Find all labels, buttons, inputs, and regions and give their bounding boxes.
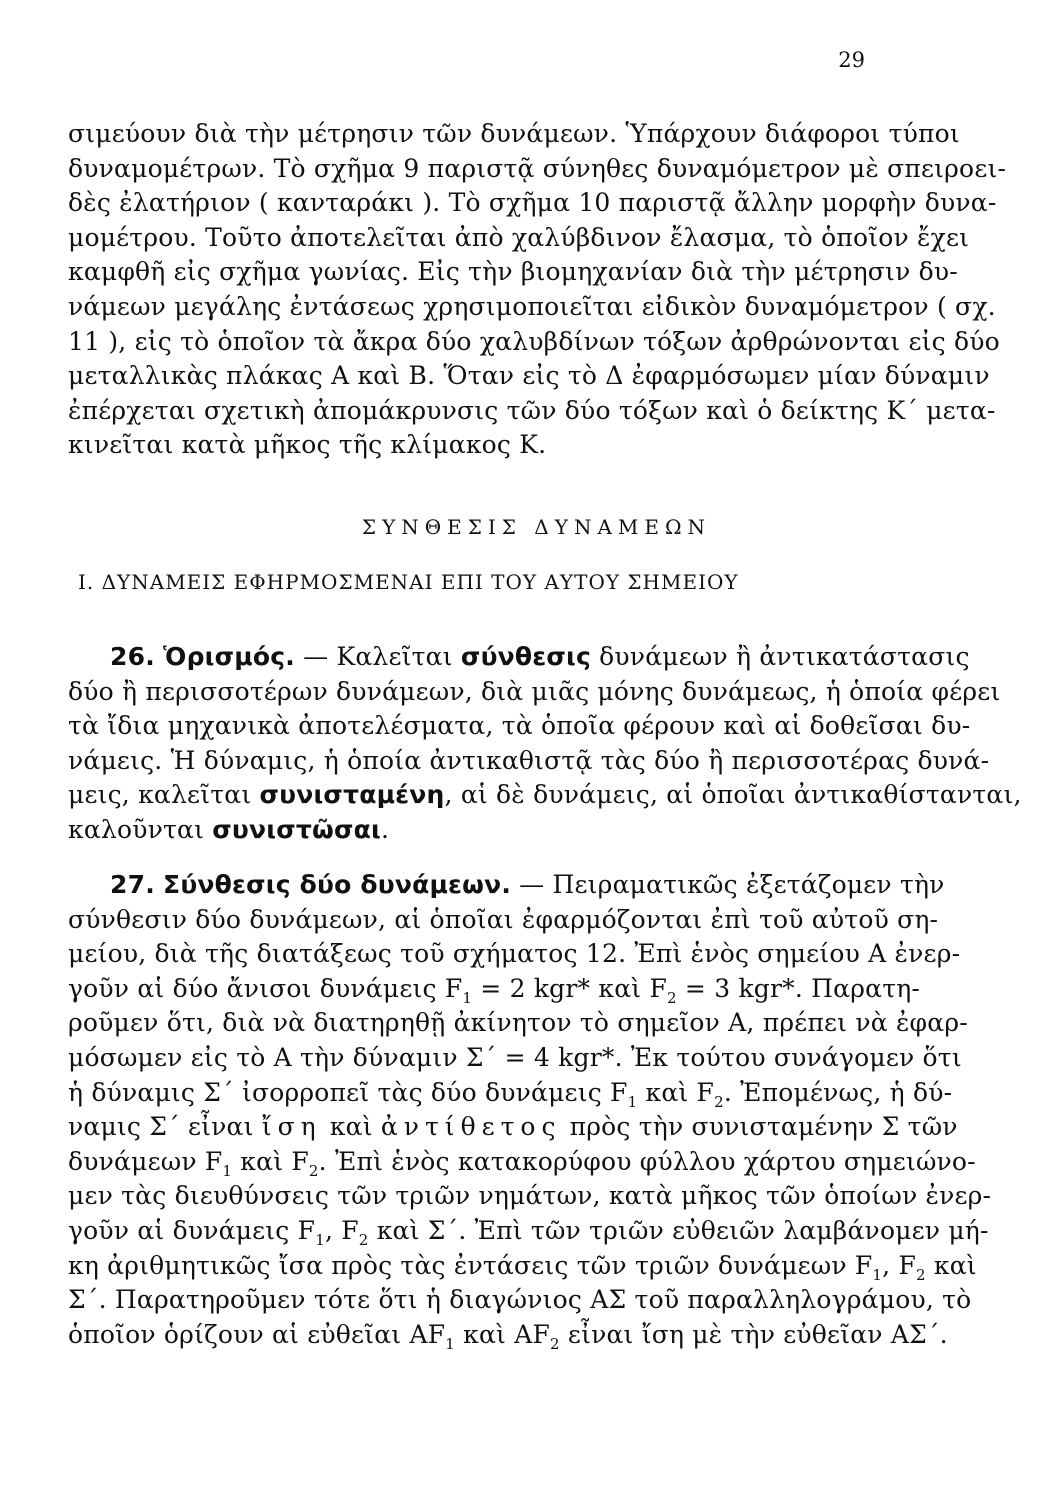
subscript: 2: [358, 1230, 369, 1249]
text-run: καὶ: [925, 1250, 977, 1280]
text-run: καὶ Σ΄. Ἐπὶ τῶν τριῶν εὐθειῶν λαμβάνομεν μή-: [368, 1215, 989, 1245]
text-run: ὁποῖον ὁρίζουν αἱ εὐθεῖαι AF: [68, 1319, 446, 1349]
subsection-title: Ι. ΔΥΝΑΜΕΙΣ ΕΦΗΡΜΟΣΜΕΝΑΙ ΕΠΙ ΤΟΥ ΑΥΤΟΥ ΣΗΜΕΙΟΥ: [78, 570, 739, 594]
text-line: δὲς ἐλατήριον ( κανταράκι ). Τὸ σχῆμα 10 παριστᾷ ἄλλην μορφὴν δυνα-: [68, 188, 997, 218]
term-components: συνιστῶσαι: [212, 814, 381, 844]
text-line: ροῦμεν ὅτι, διὰ νὰ διατηρηθῇ ἀκίνητον τὸ σημεῖον Α, πρέπει νὰ ἐφαρ-: [68, 1008, 968, 1038]
text-line: κινεῖται κατὰ μῆκος τῆς κλίμακος Κ.: [68, 430, 547, 460]
text-line: μόσωμεν εἰς τὸ Α τὴν δύναμιν Σ΄ = 4 kgr*. Ἐκ τούτου συνάγομεν ὅτι: [68, 1042, 962, 1072]
section-title: ΣΥΝΘΕΣΙΣ ΔΥΝΑΜΕΩΝ: [361, 515, 712, 539]
text-line: [68, 868, 945, 903]
text-run: καὶ F: [232, 1146, 309, 1176]
paragraph-27-composition: [68, 868, 992, 1353]
subscript: 1: [627, 1092, 638, 1111]
text-line: σύνθεσιν δύο δυνάμεων, αἱ ὁποῖαι ἐφαρμόζονται ἐπὶ τοῦ αὐτοῦ ση-: [68, 904, 939, 934]
text-run: — Καλεῖται: [294, 642, 461, 671]
text-run: γοῦν αἱ δύο ἄνισοι δυνάμεις F: [68, 973, 463, 1003]
text-line: σιμεύουν διὰ τὴν μέτρησιν τῶν δυνάμεων. Ὑπάρχουν διάφοροι τύποι: [68, 119, 960, 148]
spaced-word: ἴση: [261, 1112, 322, 1142]
text-line: ἐπέρχεται σχετικὴ ἀπομάκρυνσις τῶν δύο τόξων καὶ ὁ δείκτης Κ΄ μετα-: [68, 395, 996, 425]
text-line: [68, 972, 921, 1007]
subscript: 2: [550, 1334, 560, 1353]
paragraph-number: 26.: [110, 642, 155, 671]
text-line: [68, 1318, 948, 1353]
text-line: Σ΄. Παρατηροῦμεν τότε ὅτι ἡ διαγώνιος ΑΣ τοῦ παραλληλογράμου, τὸ: [68, 1285, 972, 1315]
text-run: ναμις Σ΄ εἶναι: [68, 1112, 262, 1142]
subscript: 2: [667, 988, 677, 1007]
text-line: [68, 1214, 989, 1249]
text-line: [68, 1110, 958, 1145]
spaced-word: ἀντίθετος: [380, 1112, 562, 1142]
text-run: , αἱ δὲ δυνάμεις, αἱ ὁποῖαι ἀντικαθίστανται,: [444, 780, 1022, 810]
text-run: πρὸς τὴν συνισταμένην Σ τῶν: [561, 1112, 958, 1142]
subscript: 1: [462, 988, 473, 1007]
text-run: καὶ F: [637, 1077, 715, 1107]
text-run: καὶ AF: [455, 1319, 551, 1349]
term-synthesis: σύνθεσις: [460, 642, 592, 671]
text-run: καλοῦνται: [68, 814, 213, 844]
subscript: 1: [315, 1230, 325, 1249]
text-run: δυνάμεων ἢ ἀντικατάστασις: [591, 642, 970, 671]
text-line: μείου, διὰ τῆς διατάξεως τοῦ σχήματος 12. Ἐπὶ ἑνὸς σημείου Α ἐνερ-: [68, 939, 961, 969]
subscript: 1: [222, 1161, 233, 1180]
text-line: [68, 1145, 976, 1180]
text-run: δυνάμεων F: [68, 1146, 223, 1176]
text-line: τὰ ἴδια μηχανικὰ ἀποτελέσματα, τὰ ὁποῖα φέρουν καὶ αἱ δοθεῖσαι δυ-: [68, 711, 971, 741]
page-number: 29: [838, 48, 865, 72]
paragraph-number: 27.: [110, 870, 155, 899]
subscript: 1: [445, 1334, 455, 1353]
text-line: δυναμομέτρων. Τὸ σχῆμα 9 παριστᾷ σύνηθες δυναμόμετρον μὲ σπειροει-: [68, 153, 1007, 183]
text-run: ἡ δύναμις Σ΄ ἰσορροπεῖ τὰς δύο δυνάμεις F: [68, 1077, 628, 1107]
text-line: νάμεις. Ἡ δύναμις, ἡ ὁποία ἀντικαθιστᾷ τὰς δύο ἢ περισσοτέρας δυνά-: [68, 745, 990, 775]
term-resultant: συνισταμένη: [259, 780, 445, 810]
paragraph-heading: Ὁρισμός.: [163, 642, 295, 671]
paragraph-heading: Σύνθεσις δύο δυνάμεων.: [163, 870, 512, 899]
paragraph-dynamometers: [68, 117, 1007, 463]
text-line: μομέτρου. Τοῦτο ἀποτελεῖται ἀπὸ χαλύβδινον ἔλασμα, τὸ ὁποῖον ἔχει: [68, 222, 970, 252]
text-run: γοῦν αἱ δυνάμεις F: [68, 1215, 316, 1245]
text-run: = 3 kgr*. Παρατη-: [676, 973, 921, 1003]
text-line: [68, 1076, 953, 1111]
text-run: , F: [324, 1215, 359, 1245]
text-run: κη ἀριθμητικῶς ἴσα πρὸς τὰς ἐντάσεις τῶν τριῶν δυνάμεων F: [68, 1250, 873, 1280]
text-line: [68, 778, 1022, 813]
text-line: νάμεων μεγάλης ἐντάσεως χρησιμοποιεῖται εἰδικὸν δυναμόμετρον ( σχ.: [68, 291, 996, 321]
text-run: . Ἐπὶ ἑνὸς κατακορύφου φύλλου χάρτου σημειώνο-: [318, 1146, 976, 1176]
text-run: εἶναι ἴση μὲ τὴν εὐθεῖαν ΑΣ΄.: [559, 1319, 948, 1349]
text-run: — Πειραματικῶς ἐξετάζομεν τὴν: [511, 870, 945, 899]
subscript: 2: [916, 1265, 926, 1284]
text-line: καμφθῆ εἰς σχῆμα γωνίας. Εἰς τὴν βιομηχανίαν διὰ τὴν μέτρησιν δυ-: [68, 257, 958, 287]
paragraph-26-definition: [68, 640, 1022, 848]
subscript: 2: [714, 1092, 724, 1111]
subscript: 2: [308, 1161, 319, 1180]
text-line: [68, 1249, 977, 1284]
text-run: .: [380, 814, 390, 844]
text-line: μεν τὰς διευθύνσεις τῶν τριῶν νημάτων, κατὰ μῆκος τῶν ὁποίων ἐνερ-: [68, 1181, 992, 1211]
text-line: 11 ), εἰς τὸ ὁποῖον τὰ ἄκρα δύο χαλυβδίνων τόξων ἀρθρώνονται εἰς δύο: [68, 326, 1000, 356]
text-run: = 2 kgr* καὶ F: [472, 973, 667, 1003]
text-line: δύο ἢ περισσοτέρων δυνάμεων, διὰ μιᾶς μόνης δυνάμεως, ἡ ὁποία φέρει: [68, 676, 1001, 706]
text-run: . Ἐπομένως, ἡ δύ-: [723, 1077, 953, 1107]
text-line: [68, 640, 970, 675]
subscript: 1: [872, 1265, 883, 1284]
text-run: καὶ: [321, 1112, 381, 1142]
text-run: , F: [882, 1250, 916, 1280]
text-line: μεταλλικὰς πλάκας Α καὶ Β. Ὅταν εἰς τὸ Δ ἐφαρμόσωμεν μίαν δύναμιν: [68, 361, 990, 391]
text-run: μεις, καλεῖται: [68, 780, 260, 810]
text-line: [68, 813, 900, 848]
